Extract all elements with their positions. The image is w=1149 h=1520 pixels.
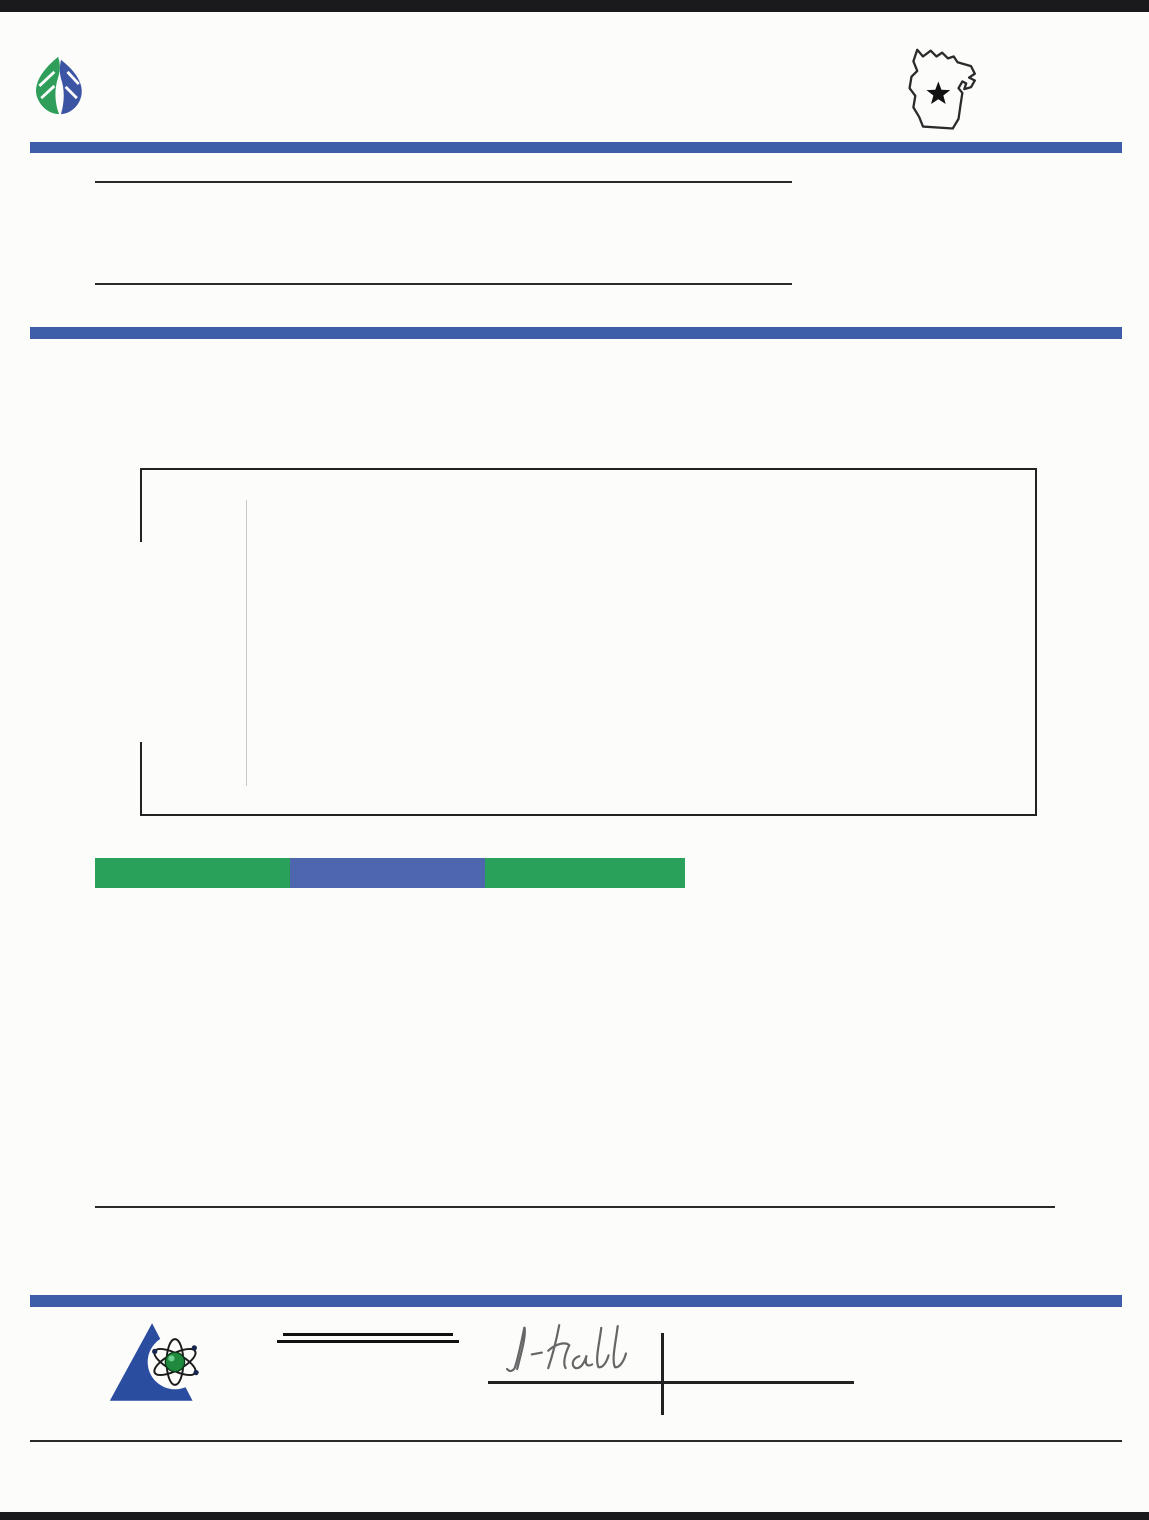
report-heading-rule — [95, 181, 792, 183]
cannabinoid-profile-chart — [140, 468, 1037, 816]
column-header-cannabinoid — [95, 858, 290, 888]
table-bottom-rule — [95, 1206, 1055, 1208]
scan-edge-bottom — [0, 1512, 1149, 1520]
summary-divider-bar — [30, 327, 1122, 339]
lab-address-block — [903, 44, 997, 140]
approval-block — [276, 1330, 460, 1347]
approval-rule-top — [283, 1333, 453, 1336]
approval-rule-bottom — [277, 1340, 459, 1343]
signature-divider-line — [661, 1333, 664, 1415]
pjla-accreditation-logo — [98, 1318, 222, 1406]
sample-rule — [95, 283, 792, 285]
disclaimer-rule — [30, 1440, 1122, 1442]
signature-image — [497, 1316, 647, 1380]
signature-rule — [488, 1381, 854, 1384]
footer-divider-bar — [30, 1295, 1122, 1307]
column-header-mgg — [485, 858, 685, 888]
chart-y-axis-label — [128, 542, 154, 742]
wisconsin-state-icon — [903, 44, 991, 140]
cannabinoid-table-header — [95, 858, 685, 888]
column-header-weight — [290, 858, 485, 888]
report-heading — [95, 155, 104, 181]
brand-logo-group — [30, 54, 96, 116]
chart-axis-line — [246, 500, 247, 786]
badger-labs-leaf-icon — [30, 54, 90, 116]
header-divider-bar — [30, 142, 1122, 153]
scan-edge-top — [0, 0, 1149, 12]
